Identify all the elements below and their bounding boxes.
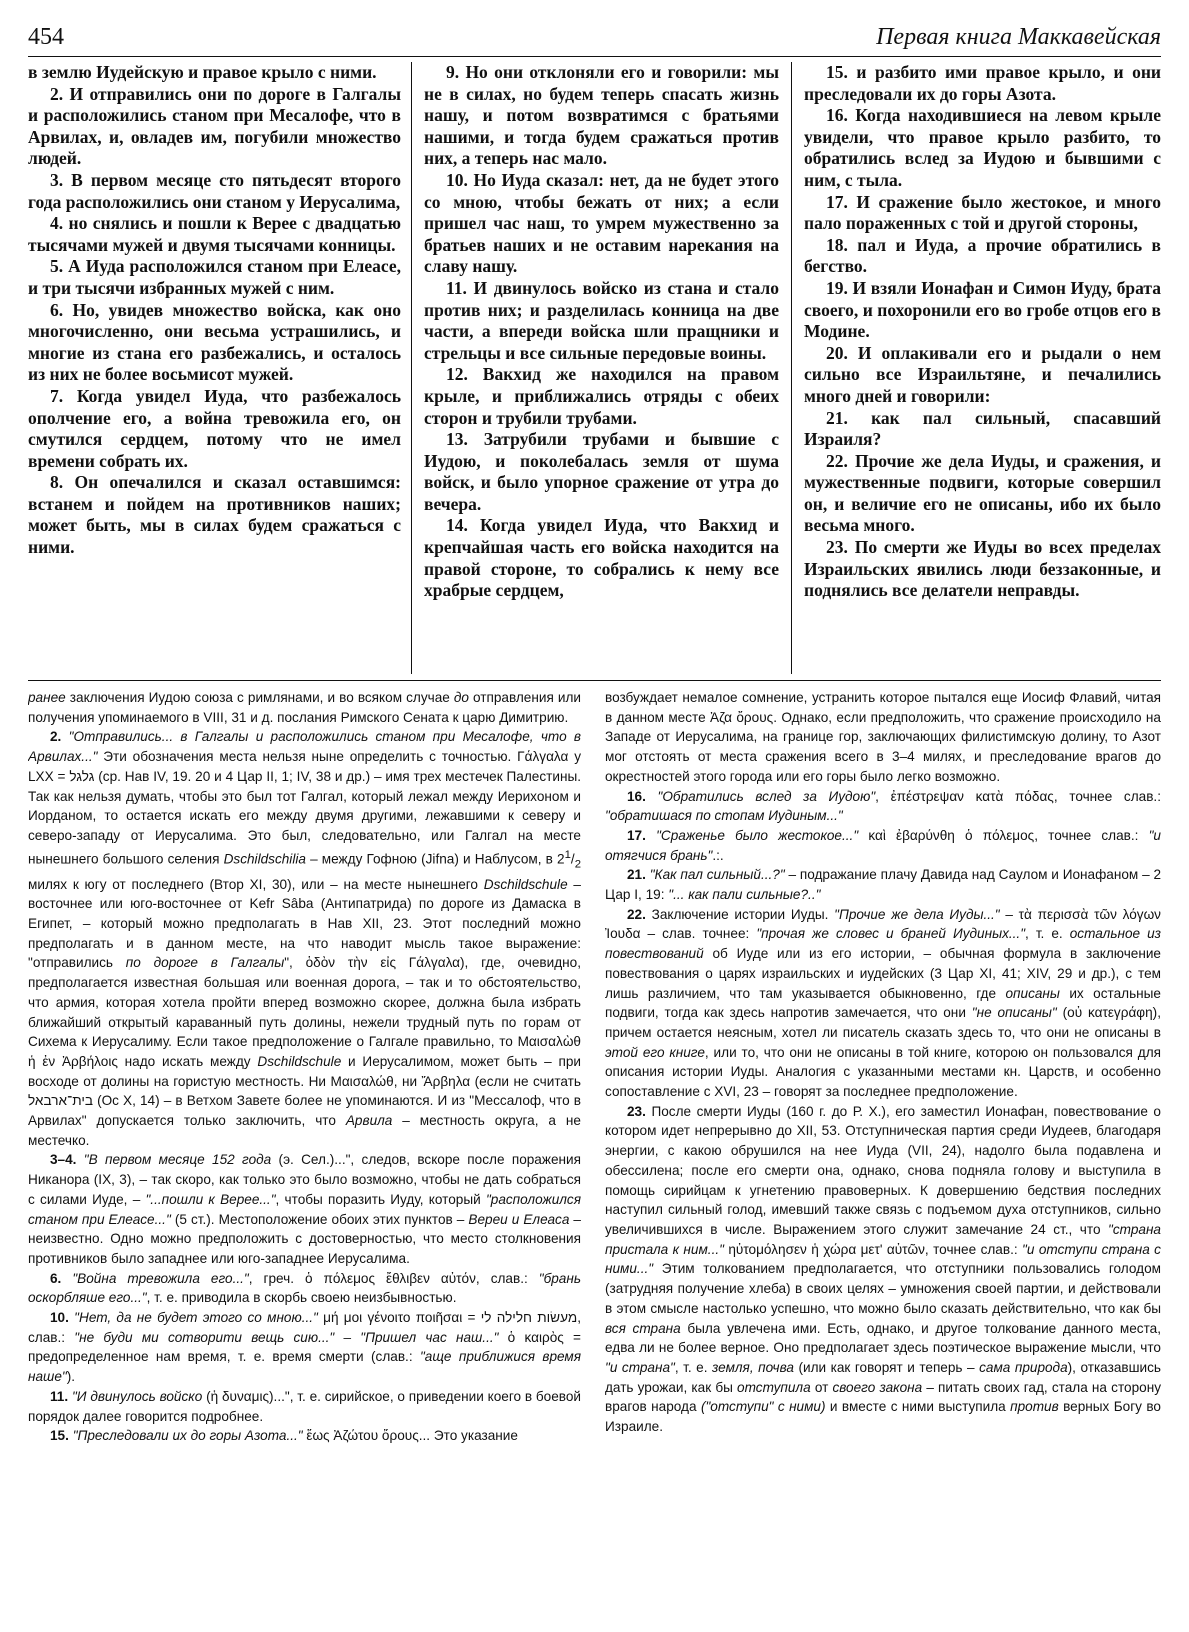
bible-column-2 (411, 62, 791, 674)
verse: 13. Затрубили трубами и бывшие с Иудою, и поколебалась земля от шума войск, и было упорное сражение от утра до вечера. (424, 429, 779, 514)
commentary-paragraph: 2. "Отправились... в Галгалы и расположились станом при Месалофе, что в Арвилах..." Эти обозначения места нельзя ныне определить с точностью. Γάλγαλα у LXX = גלגל (ср. Нав IV, 19. 20 и 4 Цар II, 1; IV, 38 и др.) – имя трех местечек Палестины. Так как нельзя думать, чтобы это был тот Галгал, который лежал между Иерихоном и Иорданом, то остается искать его между двумя другими, лежавшими к северу и северо-западу от Иерусалима. Это был, следовательно, или Галгал на месте нынешнего большого селения Dschildschilia – между Гофною (Jifna) и Наблусом, в $2^1/_2$ милях к югу от последнего (Втор XI, 30), или – на месте нынешнего Dschildschule – восточнее или юго-восточнее от Kefr Sâba (Антипатрида) по дороге из Дамаска в Египет, – который можно предполагать в Нав XII, 23. Этот последний можно предполагать и в данном месте, на что наводит мысль такое выражение: "отправились по дороге в Галгалы", ὁδὸν τὴν εἰς Γάλγαλα), где, очевидно, предполагается известная большая или военная дорога, – так и то обстоятельство, что армия, которая хотела пройти вперед возможно скорее, должна была избрать ближайший открытый караванный путь долины, нежели трудный путь по горам от Сихема к Иерусалиму. Если такое предположение о Галгале правильно, то Μαισαλὼθ ἡ ἐν Ἀρβήλοις надо искать между Dschildschule и Иерусалимом, может быть – при восходе от долины на гористую местность. Ни Μαισαλώθ, ни Ἄρβηλα (если не считать בית־ארבאל (Ос X, 14) – в Ветхом Завете более не упоминаются. И из "Мессалоф, что в Арвилах" допускается только заключить, что Арвила – местность округа, а не местечко. (28, 729, 582, 1148)
section-divider (28, 680, 1161, 681)
verse: 7. Когда увидел Иуда, что разбежалось ополчение его, а война тревожила его, он смутился сердцем, потому что не имел времени собрать их. (28, 385, 401, 471)
commentary-column-2 (591, 688, 1161, 1618)
verse: 23. По смерти же Иуды во всех пределах Израильских явились люди беззаконные, и поднялись все делатели неправды. (804, 537, 1161, 601)
commentary-paragraph: 10. "Нет, да не будет этого со мною..." μή μοι γένοιτο ποιῆσαι = מעשׂות חלילה לי, слав.: "не буди ми сотворити вещь сию..." – "Пришел час наш..." ὁ καιρὸς = предопределенное нам время, т. е. время смерти (слав.: "аще приближися время наше"). (28, 1310, 582, 1385)
bible-text (28, 62, 1161, 674)
running-title: Первая книга Маккавейская (876, 24, 1161, 50)
verse: 8. Он опечалился и сказал оставшимся: встанем и пойдем на противников наших; может быть, мы в силах будем сражаться с ними. (28, 472, 401, 558)
verse: 17. И сражение было жестокое, и много пало пораженных с той и другой стороны, (804, 191, 1161, 234)
bible-column-1 (28, 62, 411, 674)
commentary (28, 688, 1161, 1618)
verse: 3. В первом месяце сто пятьдесят второго года расположились они станом у Иерусалима, (28, 169, 401, 212)
commentary-paragraph: 11. "И двинулось войско (ἡ δυναμις)...", т. е. сирийское, о приведении коего в боевой порядок далее говорится подробнее. (28, 1388, 582, 1424)
verse: 6. Но, увидев множество войска, как оно многочисленно, они весьма устрашились, и многие из стана его разбежались, и осталось из них не более восьмисот мужей. (28, 299, 401, 385)
verse: 20. И оплакивали его и рыдали о нем сильно все Израильтяне, и печалились много дней и говорили: (804, 342, 1161, 406)
commentary-paragraph: 22. Заключение истории Иуды. "Прочие же дела Иуды..." – τὰ περισσὰ τῶν λόγων Ἰουδα – слав. точнее: "прочая же словес и браней Иудиных...", т. е. остальное из повествований об Иуде или из его истории, – обычная формула в заключение повествования о царях израильских и иудейских (3 Цар XI, 41; XIV, 29 и др.), с тем лишь различием, что там указывается обыкновенно, где описаны их остальные подвиги, тогда как здесь напротив замечается, что они "не описаны" (οὐ κατεγράφη), причем остается неясным, хотел ли писатель сказать здесь то, что они не описаны в этой его книге, или то, что они не описаны в той книге, которою он пользовался для описания истории Иуды. Аналогия с указанными местами кн. Царств, и особенно сопоставление с XVI, 23 – говорят за последнее предположение. (605, 906, 1161, 1100)
verse: в землю Иудейскую и правое крыло с ними. (28, 62, 377, 82)
verse: 10. Но Иуда сказал: нет, да не будет этого со мною, чтобы бежать от них; а если пришел час наш, то умрем мужественно за братьев наших и не оставим нарекания на славу нашу. (424, 169, 779, 277)
verse: 15. и разбито ими правое крыло, и они преследовали их до горы Азота. (804, 62, 1161, 104)
commentary-column-1 (28, 688, 591, 1618)
verse: 4. но снялись и пошли к Верее с двадцатью тысячами мужей и двумя тысячами конницы. (28, 213, 401, 255)
commentary-paragraph: ранее заключения Иудою союза с римлянами, и во всяком случае до отправления или получения упоминаемого в VIII, 31 и д. послания Римского Сената к царю Димитрию. (28, 690, 581, 725)
commentary-paragraph: 23. После смерти Иуды (160 г. до Р. Х.), его заместил Ионафан, повествование о котором идет непрерывно до XII, 53. Отступническая партия среди Иудеев, благодаря энергии, с какою обрушился на нее Иуда (VII, 24), надолго была подавлена и обессилена; после его смерти она, однако, снова подняла голову и выступила в помощь сирийцам к угнетению правоверных. К довершению бедствия последних наступил сильный голод, имевший также связь с подъемом духа отступников, сильно увеличившихся в числе. Выражением этого служит замечание 24 ст., что "страна пристала к ним..." ηὐτομόλησεν ἡ χώρα μετ' αὐτῶν, точнее слав.: "и отступи страна с ними..." Этим толкованием предполагается, что отступники пользовались голодом (затрудняя получение хлеба) в своих целях – умножения своей партии, и действовали в этом смысле настолько успешно, что можно было сказать действительно, что как бы вся страна была увлечена ими. Есть, однако, и другое толкование данного места, едва ли не более верное. Оно предполагает здесь поэтическое выражение мысли, что "и страна", т. е. земля, почва (или как говорят и теперь – сама природа), отказавшись дать урожаи, как бы отступила от своего закона – питать своих гад, стала на сторону врагов народа ("отступи" с ними) и вместе с ними выступила против верных Богу во Израиле. (605, 1103, 1161, 1435)
commentary-paragraph: 17. "Сраженье было жестокое..." καὶ ἐβαρύνθη ὁ πόλεμος, точнее слав.: "и отягчися брань".:. (605, 827, 1161, 863)
commentary-paragraph: 15. "Преследовали их до горы Азота..." ἕως Ἀζώτου ὄρους... Это указание (50, 1428, 518, 1444)
commentary-paragraph: 3–4. "В первом месяце 152 года (э. Сел.)...", следов, вскоре после поражения Никанора (IX, 3), – так скоро, как только это было возможно, чтобы не дать собраться с силами Иуде, – "...пошли к Верее...", чтобы поразить Иуду, который "расположился станом при Елеасе..." (5 ст.). Местоположение обоих этих пунктов – Вереи и Елеаса – неизвестно. Одно можно предположить с достоверностью, что место столкновения противников было западнее или юго-западнее Иерусалима. (28, 1152, 581, 1266)
verse: 16. Когда находившиеся на левом крыле увидели, что правое крыло разбито, то обратились вслед за Иудою и бывшими с ним, с тыла. (804, 105, 1161, 190)
commentary-paragraph: возбуждает немалое сомнение, устранить которое пытался еще Иосиф Флавий, читая в данном месте Ἀζα ὄρους. Однако, если предположить, что сражение происходило на Западе от Иерусалима, на границе гор, заключающих филистимскую долину, то Азот мог отстоять от места сражения всего в 3–4 милях, и преследование врагов до окрестностей этого города или его горы было легко возможно. (605, 690, 1161, 784)
verse: 9. Но они отклоняли его и говорили: мы не в силах, но будем теперь спасать жизнь нашу, и потом возвратимся с братьями нашими, и тогда будем сражаться против них, а теперь нас мало. (424, 62, 779, 169)
verse: 11. И двинулось войско из стана и стало против них; и разделилась конница на две части, а впереди войска шли пращники и стрельцы и все сильные передовые воины. (424, 277, 779, 363)
commentary-paragraph: 16. "Обратились вслед за Иудою", ἐπέστρεψαν κατὰ πόδας, точнее слав.: "обратишася по стопам Иудиным..." (605, 788, 1161, 824)
verse: 12. Вакхид же находился на правом крыле, и приближались отряды с обеих сторон и трубили трубами. (424, 364, 779, 428)
verse: 21. как пал сильный, спасавший Израиля? (804, 407, 1161, 450)
header-rule (28, 56, 1161, 57)
bible-column-3 (791, 62, 1161, 674)
commentary-paragraph: 6. "Война тревожила его...", греч. ὁ πόλεμος ἔθλιβεν αὐτόν, слав.: "брань оскорбляше его...", т. е. приводила в скорбь своею неизбывностью. (28, 1270, 581, 1306)
verse: 19. И взяли Ионафан и Симон Иуду, брата своего, и похоронили его во гробе отцов его в Модине. (804, 277, 1161, 342)
page-number: 454 (28, 24, 64, 50)
verse: 2. И отправились они по дороге в Галгалы и расположились станом при Месалофе, что в Арвилах, и, овладев им, погубили множество людей. (28, 83, 401, 169)
verse: 18. пал и Иуда, а прочие обратились в бегство. (804, 234, 1161, 277)
page-header (28, 20, 1161, 56)
verse: 14. Когда увидел Иуда, что Вакхид и крепчайшая часть его войска находится на правой стороне, то собрались к нему все храбрые сердцем, (424, 515, 779, 601)
commentary-paragraph: 21. "Как пал сильный...?" – подражание плачу Давида над Саулом и Ионафаном – 2 Цар I, 19: "... как пали сильные?.." (605, 867, 1161, 903)
verse: 5. А Иуда расположился станом при Елеасе, и три тысячи избранных мужей с ним. (28, 256, 401, 298)
verse: 22. Прочие же дела Иуды, и сражения, и мужественные подвиги, которые совершил он, и величие его не описаны, ибо их было весьма много. (804, 450, 1161, 536)
